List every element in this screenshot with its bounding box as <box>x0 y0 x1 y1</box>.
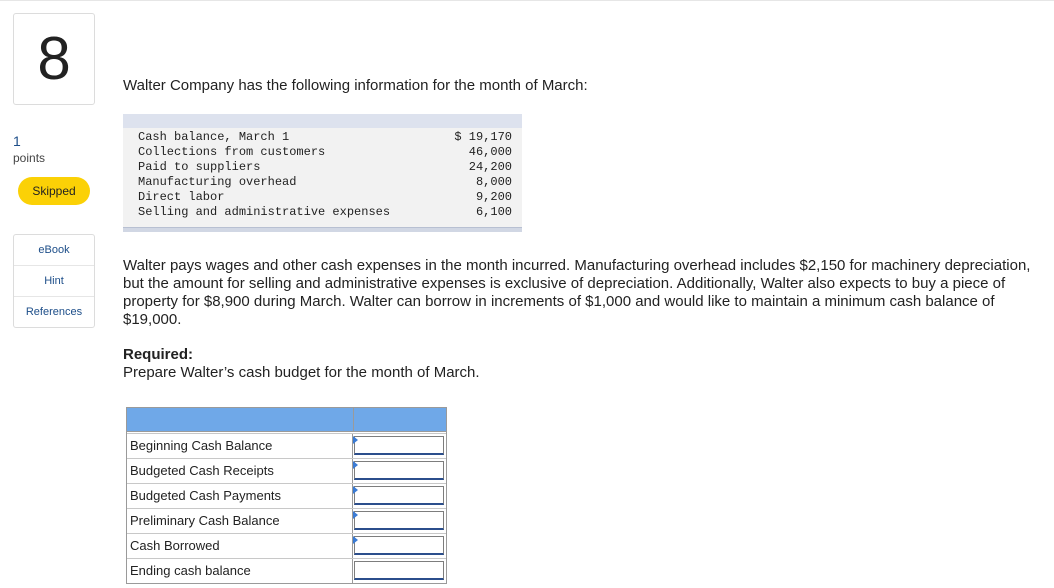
cell-marker-icon <box>353 461 358 469</box>
info-row-value: 9,200 <box>475 190 512 204</box>
info-row <box>138 145 512 160</box>
info-row <box>138 130 512 145</box>
info-row-label: Direct labor <box>138 190 225 204</box>
table-row <box>127 458 446 483</box>
table-row <box>127 508 446 533</box>
resource-links <box>13 234 95 328</box>
skipped-badge: Skipped <box>18 177 90 205</box>
question-number-box <box>13 13 95 105</box>
info-table-footer <box>123 227 522 232</box>
info-table <box>123 114 522 232</box>
table-row <box>127 533 446 558</box>
info-row-value: 8,000 <box>475 175 512 189</box>
required-text: Prepare Walter’s cash budget for the month of March. <box>123 364 480 381</box>
info-row-label: Collections from customers <box>138 145 326 159</box>
beginning-cash-input[interactable] <box>354 436 444 455</box>
row-value-cell <box>353 459 446 483</box>
ebook-link[interactable]: eBook <box>14 235 94 266</box>
row-label: Ending cash balance <box>127 559 353 583</box>
cash-borrowed-input[interactable] <box>354 536 444 555</box>
cell-marker-icon <box>353 511 358 519</box>
points-label: points <box>13 151 46 165</box>
top-divider <box>0 0 1054 1</box>
cash-receipts-input[interactable] <box>354 461 444 480</box>
info-row-label: Manufacturing overhead <box>138 175 297 189</box>
table-row <box>127 483 446 508</box>
row-value-cell <box>353 534 446 558</box>
row-label: Cash Borrowed <box>127 534 353 558</box>
info-row <box>138 205 512 220</box>
cash-budget-table <box>126 407 447 584</box>
header-label-cell <box>127 408 354 431</box>
info-row-label: Paid to suppliers <box>138 160 261 174</box>
header-value-cell <box>354 408 446 431</box>
row-value-cell <box>353 484 446 508</box>
problem-paragraph: Walter pays wages and other cash expenses in the month incurred. Manufacturing overhead includes $2,150 for machinery depreciation, but the amount for selling and administrative expenses is exclusive of depreciation. Additionally, Walter also expects to buy a piece of property for $8,900 during March. Walter can borrow in increments of $1,000 and would like to maintain a minimum cash balance of $19,000. <box>123 257 1031 328</box>
info-row-label: Selling and administrative expenses <box>138 205 391 219</box>
info-row <box>138 175 512 190</box>
table-row <box>127 558 446 583</box>
row-label: Preliminary Cash Balance <box>127 509 353 533</box>
row-value-cell <box>353 434 446 458</box>
cell-marker-icon <box>353 486 358 494</box>
info-row-value: 6,100 <box>475 205 512 219</box>
question-intro: Walter Company has the following information for the month of March: <box>123 77 588 94</box>
row-value-cell <box>353 559 446 583</box>
required-title: Required: <box>123 346 194 363</box>
info-row <box>138 160 512 175</box>
info-row-value: 46,000 <box>468 145 512 159</box>
table-row <box>127 433 446 458</box>
row-value-cell <box>353 509 446 533</box>
cash-payments-input[interactable] <box>354 486 444 505</box>
row-label: Budgeted Cash Payments <box>127 484 353 508</box>
cell-marker-icon <box>353 536 358 544</box>
hint-link[interactable]: Hint <box>14 266 94 297</box>
info-row-label: Cash balance, March 1 <box>138 130 290 144</box>
question-number: 8 <box>37 25 71 92</box>
row-label: Budgeted Cash Receipts <box>127 459 353 483</box>
info-row-value: 24,200 <box>468 160 512 174</box>
preliminary-balance-input[interactable] <box>354 511 444 530</box>
ending-balance-input[interactable] <box>354 561 444 580</box>
info-table-header <box>123 114 522 128</box>
references-link[interactable]: References <box>25 306 83 318</box>
info-row <box>138 190 512 205</box>
points-value: 1 <box>13 133 21 149</box>
cell-marker-icon <box>353 436 358 444</box>
row-label: Beginning Cash Balance <box>127 434 353 458</box>
info-row-value: $ 19,170 <box>454 130 512 144</box>
cash-budget-header <box>127 408 446 432</box>
